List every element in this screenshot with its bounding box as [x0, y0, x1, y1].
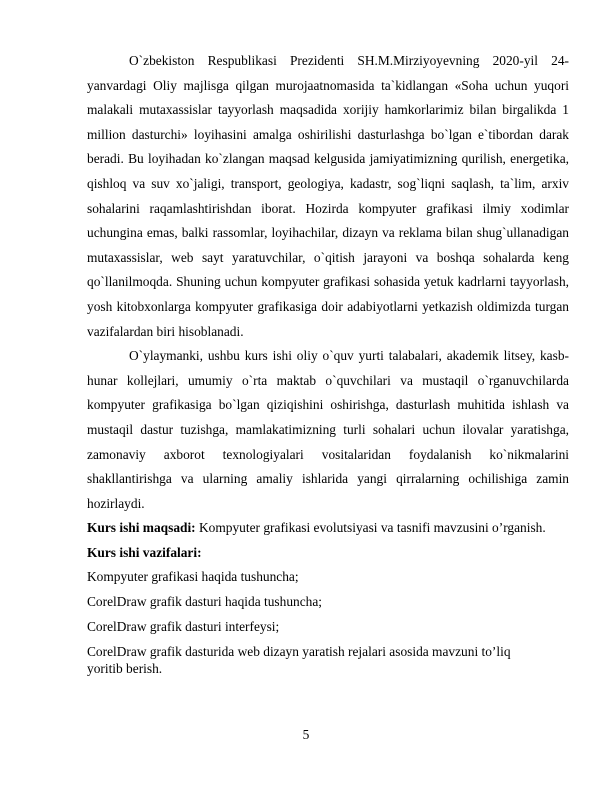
- intro-paragraph: O`zbekiston Respublikasi Prezidenti SH.M.Mirziyoyevning 2020-yil 24-yanvardagi Oliy majlisga qilgan murojaatnomasida ta`kidlangan «Soha uchun yuqori malakali mutaxassislar tayyorlash maqsadida xorijiy hamkorlarimiz bilan birgalikda 1 million dasturchi» loyihasini amalga oshirilishi dasturlashga bo`lgan e`tibordan darak beradi. Bu loyihadan ko`zlangan maqsad kelgusida jamiyatimizning qurilish, energetika, qishloq va suv xo`jaligi, transport, geologiya, kadastr, sog`liqni saqlash, ta`lim, arxiv sohalarini raqamlashtirishdan iborat. Hozirda kompyuter grafikasi ilmiy xodimlar uchungina emas, balki rassomlar, loyihachilar, dizayn va reklama bilan shug`ullanadigan mutaxassislar, web sayt yaratuvchilar, o`qitish jarayoni va boshqa sohalarda keng qo`llanilmoqda. Shuning uchun kompyuter grafikasi sohasida yetuk kadrlarni tayyorlash, yosh kitobxonlarga kompyuter grafikasiga doir adabiyotlarni yetkazish oldimizda turgan vazifalardan biri hisoblanadi.: [87, 53, 569, 339]
- course-tasks-heading: Kurs ishi vazifalari:: [87, 544, 202, 560]
- course-goal-text: Kompyuter grafikasi evolutsiyasi va tasnifi mavzusini o’rganish.: [195, 520, 546, 536]
- task-item-1: Kompyuter grafikasi haqida tushuncha;: [87, 569, 299, 585]
- purpose-paragraph: O`ylaymanki, ushbu kurs ishi oliy o`quv yurti talabalari, akademik litsey, kasb-hunar kollejlari, umumiy o`rta maktab o`quvchilari va mustaqil o`rganuvchilarda kompyuter grafikasiga bo`lgan qiziqishini oshirishga, dasturlash muhitida ishlash va mustaqil dastur tuzishga, mamlakatimizning turli sohalari uchun ilovalar yaratishga, zamonaviy axborot texnologiyalari vositalaridan foydalanish ko`nikmalarini shakllantirishga va ularning amaliy ishlarida yangi qirralarning ochilishiga zamin hozirlaydi.: [87, 348, 569, 511]
- task-item-3: CorelDraw grafik dasturi interfeysi;: [87, 618, 280, 634]
- task-item-4: CorelDraw grafik dasturida web dizayn yaratish rejalari asosida mavzuni to’liq yoritib berish.: [87, 644, 511, 677]
- document-page: [87, 49, 569, 677]
- page-number: 5: [302, 727, 310, 742]
- task-item-2: CorelDraw grafik dasturi haqida tushuncha;: [87, 594, 323, 610]
- course-goal: [87, 516, 569, 541]
- course-goal-label: Kurs ishi maqsadi:: [87, 520, 196, 536]
